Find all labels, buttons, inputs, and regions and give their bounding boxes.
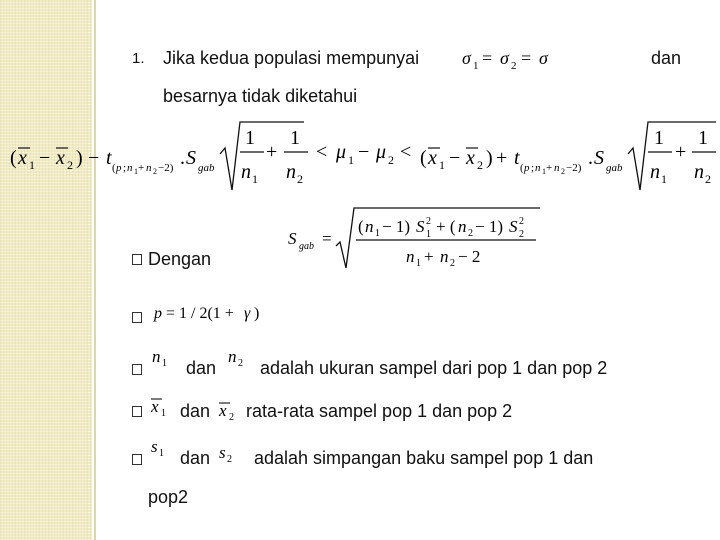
svg-text:2: 2 [705,172,711,186]
svg-text:x: x [151,397,159,416]
svg-text:n: n [458,217,467,236]
confidence-interval-formula [4,118,720,198]
svg-text:(: ( [112,162,116,174]
svg-text:n: n [152,347,161,366]
decorative-left-band [0,0,92,540]
svg-text:1: 1 [661,172,667,186]
bullet-box-icon [132,364,142,375]
svg-text:<: < [316,141,328,163]
svg-text:n: n [694,161,704,183]
item-text-a: Jika kedua populasi mempunyai [163,48,420,68]
svg-text:n: n [406,247,415,266]
sgab-formula [286,204,546,274]
svg-text:−: − [39,147,51,169]
svg-text:1: 1 [473,60,479,72]
svg-text:x: x [219,401,227,420]
svg-text:p: p [116,162,122,174]
svg-text:2: 2 [519,229,524,240]
svg-text:): ) [76,147,83,169]
svg-text:−: − [449,147,461,169]
svg-text:2: 2 [388,153,394,167]
svg-text:2: 2 [426,216,431,227]
svg-text:γ: γ [244,305,251,322]
svg-text:x: x [428,147,437,169]
svg-text:;: ; [123,162,127,174]
svg-text:;: ; [531,162,535,174]
dan-label: dan [180,401,211,421]
svg-text:t: t [514,147,520,169]
svg-text:+ (: + ( [436,217,456,236]
dan-label: dan [180,448,211,468]
s1-symbol [148,434,178,464]
bullet-box-icon [132,406,142,417]
svg-text:n: n [365,217,374,236]
svg-text:1: 1 [654,127,664,149]
svg-text:+: + [496,147,508,169]
svg-text:s: s [151,437,158,456]
svg-text:1: 1 [162,358,167,369]
svg-text:t: t [106,147,112,169]
svg-text:.: . [588,147,593,169]
s-description: adalah simpangan baku sampel pop 1 dan [254,448,594,468]
svg-text:2: 2 [477,158,483,172]
svg-text:σ: σ [500,48,509,68]
svg-text:x: x [466,147,475,169]
svg-text:=: = [482,48,493,68]
svg-text:.: . [180,147,185,169]
svg-text:1: 1 [290,127,300,149]
svg-text:1: 1 [698,127,708,149]
bullet-box-icon [132,454,142,465]
svg-text:+: + [675,141,687,163]
svg-text:+: + [138,162,145,174]
svg-text:1: 1 [542,167,546,176]
svg-text:−: − [88,147,100,169]
svg-text:2: 2 [519,216,524,227]
s-description-cont: pop2 [148,487,189,507]
bullet-box-icon [132,254,142,265]
svg-text:2: 2 [468,228,473,239]
x1-bar-symbol [148,392,178,422]
svg-text:p: p [154,305,162,322]
svg-text:S: S [509,217,518,236]
item-text-dan: dan [651,48,682,68]
svg-text:μ: μ [336,141,347,163]
svg-text:n: n [286,161,296,183]
svg-text:gab: gab [198,162,215,174]
dan-label: dan [186,358,217,378]
svg-text:2: 2 [297,172,303,186]
svg-text:<: < [400,141,412,163]
svg-text:1: 1 [29,158,35,172]
x2-bar-symbol [216,396,246,426]
svg-text:=: = [521,48,532,68]
svg-text:x: x [18,147,27,169]
dengan-label: Dengan [148,249,212,269]
svg-text:2: 2 [229,412,234,423]
svg-text:S: S [594,147,604,169]
svg-text:(: ( [358,217,364,236]
svg-text:S: S [416,217,425,236]
svg-text:2: 2 [227,454,232,465]
svg-text:+: + [424,247,434,266]
svg-text:− 2: − 2 [458,247,481,266]
n-description: adalah ukuran sampel dari pop 1 dan pop 2 [260,358,608,378]
svg-text:σ: σ [462,48,471,68]
n1-symbol [150,344,180,374]
svg-text:μ: μ [376,141,387,163]
item-number: 1. [132,50,145,67]
svg-text:1: 1 [252,172,258,186]
svg-text:n: n [228,347,237,366]
svg-text:n: n [146,162,152,174]
svg-text:2: 2 [67,158,73,172]
svg-text:= 1 / 2(1 +: = 1 / 2(1 + [166,305,234,322]
decorative-divider [94,0,96,540]
svg-text:S: S [288,229,297,248]
svg-text:+: + [266,141,278,163]
svg-text:2: 2 [153,167,157,176]
svg-text:1: 1 [159,448,164,459]
svg-text:n: n [554,162,560,174]
svg-text:n: n [440,247,449,266]
svg-text:(: ( [520,162,524,174]
svg-text:−: − [358,141,370,163]
svg-text:1: 1 [348,153,354,167]
svg-text:n: n [535,162,541,174]
svg-text:2: 2 [511,60,517,72]
svg-text:(: ( [10,147,17,169]
svg-text:(: ( [420,147,427,169]
svg-text:1: 1 [375,228,380,239]
bullet-box-icon [132,312,142,323]
svg-text:1: 1 [416,258,421,269]
svg-text:2: 2 [450,258,455,269]
svg-text:s: s [219,443,226,462]
s2-symbol [216,440,246,470]
sigma-equality-formula [460,44,580,74]
svg-text:−2): −2) [566,162,582,174]
svg-text:p: p [524,162,530,174]
svg-text:n: n [241,161,251,183]
svg-text:1: 1 [439,158,445,172]
svg-text:2: 2 [238,358,243,369]
svg-text:): ) [486,147,493,169]
svg-text:n: n [650,161,660,183]
item-text-b: besarnya tidak diketahui [163,86,358,106]
svg-text:− 1): − 1) [475,217,503,236]
svg-text:−2): −2) [158,162,174,174]
p-formula [152,298,272,326]
svg-text:1: 1 [426,229,431,240]
svg-text:1: 1 [134,167,138,176]
svg-text:2: 2 [561,167,565,176]
svg-text:x: x [56,147,65,169]
svg-text:n: n [127,162,133,174]
svg-text:gab: gab [606,162,623,174]
svg-text:S: S [186,147,196,169]
svg-text:+: + [546,162,553,174]
x-description: rata-rata sampel pop 1 dan pop 2 [246,401,513,421]
svg-text:− 1): − 1) [382,217,410,236]
svg-text:1: 1 [161,408,166,419]
svg-text:): ) [254,305,260,322]
svg-text:=: = [322,229,332,248]
svg-text:σ: σ [539,48,548,68]
n2-symbol [226,344,256,374]
svg-text:gab: gab [299,241,314,252]
svg-text:1: 1 [245,127,255,149]
